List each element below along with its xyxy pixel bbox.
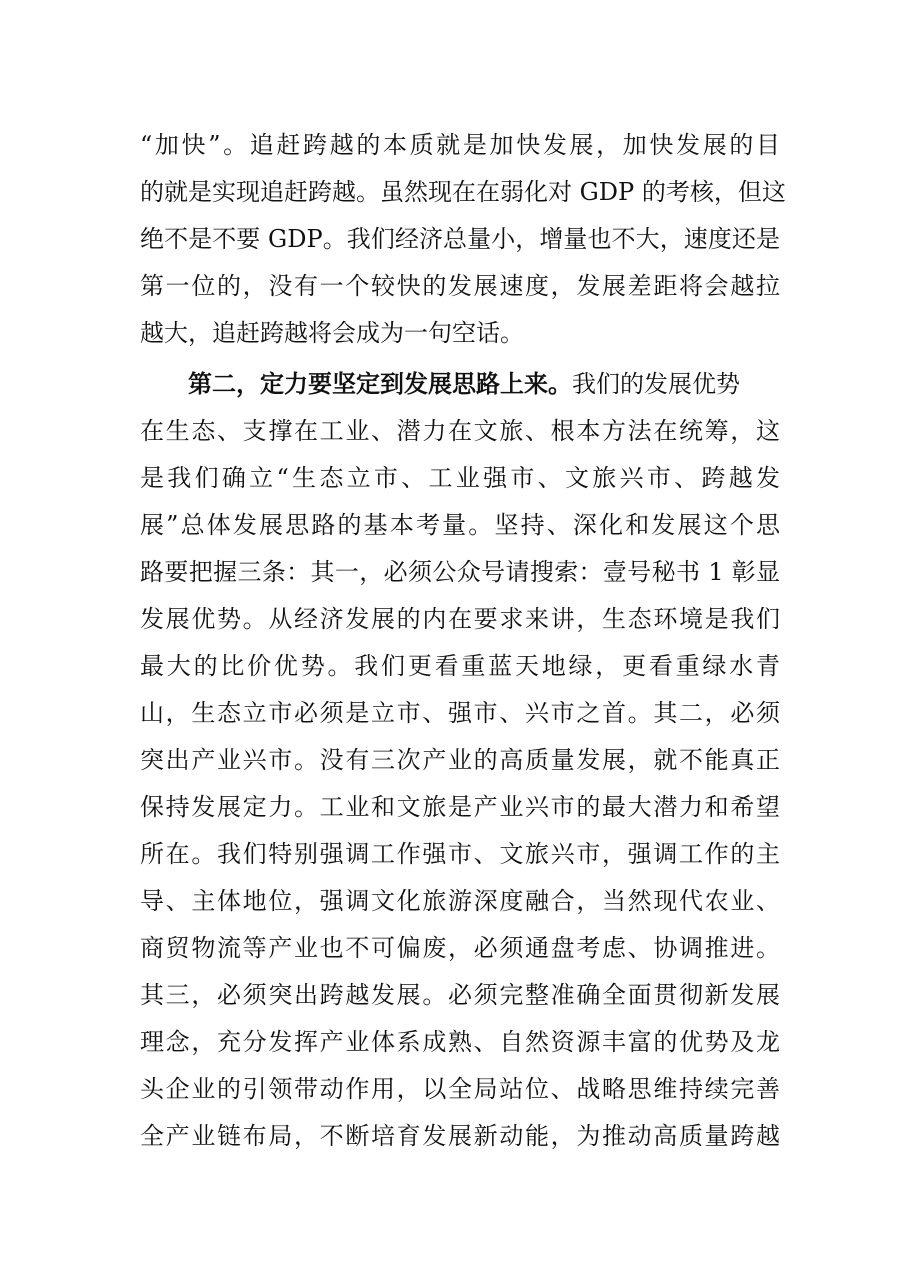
paragraph-2-line-4: 展”总体发展思路的基本考量。坚持、深化和发展这个思 bbox=[140, 511, 780, 539]
paragraph-1-line-5: 越大，追赶跨越将会成为一句空话。 bbox=[140, 319, 524, 347]
paragraph-2-line-1-rest: 我们的发展优势 bbox=[572, 370, 740, 398]
section-heading: 第二，定力要坚定到发展思路上来。 bbox=[188, 370, 572, 398]
paragraph-1-line-2: 的就是实现追赶跨越。虽然现在在弱化对 GDP 的考核，但这 bbox=[140, 178, 786, 206]
paragraph-2-line-16: 头企业的引领带动作用，以全局站位、战略思维持续完善 bbox=[140, 1075, 780, 1103]
paragraph-1-line-3: 绝不是不要 GDP。我们经济总量小，增量也不大，速度还是 bbox=[140, 225, 780, 253]
paragraph-2-line-1 bbox=[188, 364, 780, 404]
paragraph-2-line-5: 路要把握三条：其一，必须公众号请搜索：壹号秘书 1 彰显 bbox=[140, 558, 780, 586]
paragraph-1-line-1: “加快”。追赶跨越的本质就是加快发展，加快发展的目 bbox=[140, 131, 780, 159]
paragraph-2-line-14: 其三，必须突出跨越发展。必须完整准确全面贯彻新发展 bbox=[140, 981, 780, 1009]
paragraph-2-line-12: 导、主体地位，强调文化旅游深度融合，当然现代农业、 bbox=[140, 887, 780, 915]
paragraph-2-line-10: 保持发展定力。工业和文旅是产业兴市的最大潜力和希望 bbox=[140, 793, 780, 821]
paragraph-2-line-8: 山，生态立市必须是立市、强市、兴市之首。其二，必须 bbox=[140, 699, 780, 727]
paragraph-2-line-2: 在生态、支撑在工业、潜力在文旅、根本方法在统筹，这 bbox=[140, 417, 780, 445]
paragraph-2-line-7: 最大的比价优势。我们更看重蓝天地绿，更看重绿水青 bbox=[140, 652, 780, 680]
paragraph-2-line-6: 发展优势。从经济发展的内在要求来讲，生态环境是我们 bbox=[140, 605, 780, 633]
paragraph-2-line-3: 是我们确立“生态立市、工业强市、文旅兴市、跨越发 bbox=[140, 464, 780, 492]
paragraph-2-line-13: 商贸物流等产业也不可偏废，必须通盘考虑、协调推进。 bbox=[140, 934, 780, 962]
paragraph-2-line-9: 突出产业兴市。没有三次产业的高质量发展，就不能真正 bbox=[140, 746, 780, 774]
paragraph-2-line-17: 全产业链布局，不断培育发展新动能，为推动高质量跨越 bbox=[140, 1122, 780, 1150]
paragraph-2-line-11: 所在。我们特别强调工作强市、文旅兴市，强调工作的主 bbox=[140, 840, 780, 868]
paragraph-2-line-15: 理念，充分发挥产业体系成熟、自然资源丰富的优势及龙 bbox=[140, 1028, 780, 1056]
paragraph-1-line-4: 第一位的，没有一个较快的发展速度，发展差距将会越拉 bbox=[140, 272, 780, 300]
